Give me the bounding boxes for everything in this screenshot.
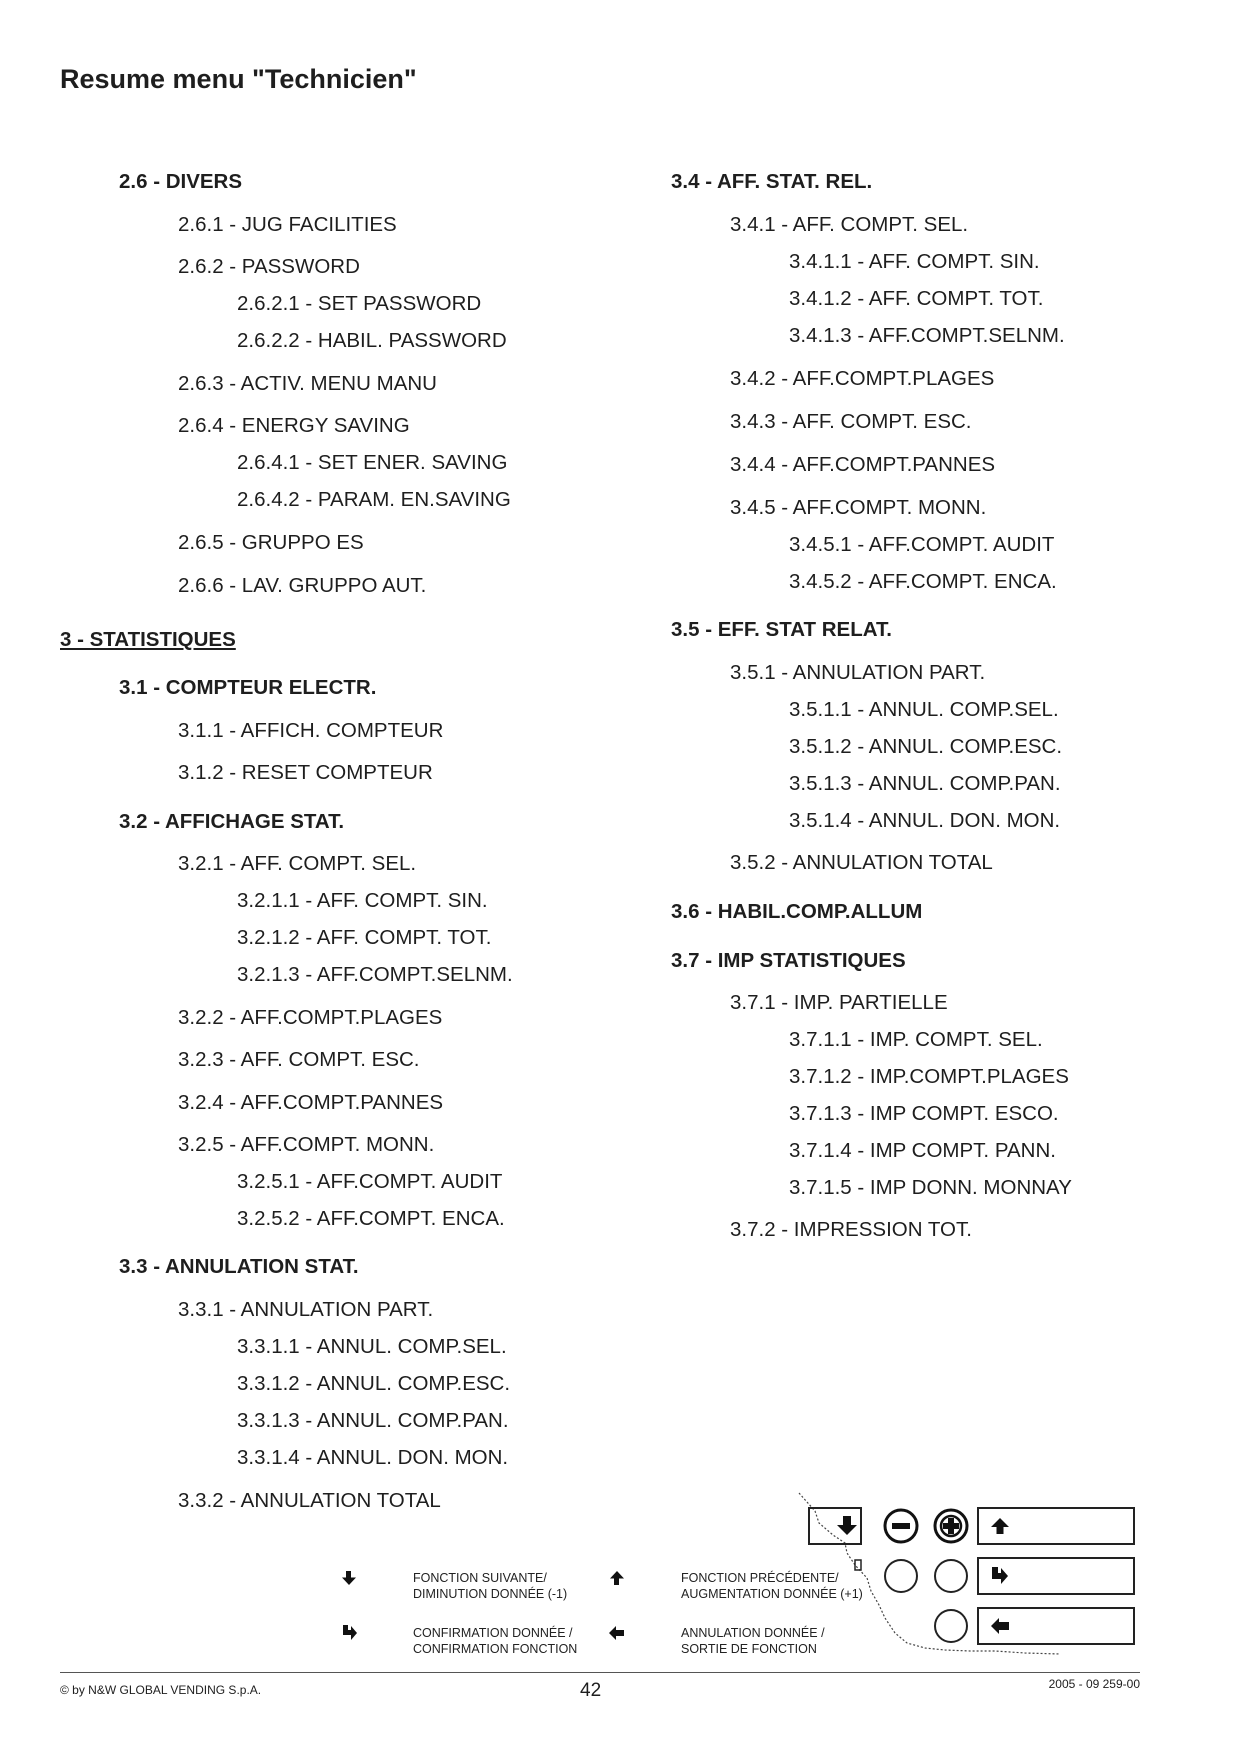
menu-item: 3.4.1.1 - AFF. COMPT. SIN. [789, 250, 1040, 273]
menu-item: 3.4.3 - AFF. COMPT. ESC. [730, 410, 972, 433]
menu-item: 3.7.1 - IMP. PARTIELLE [730, 991, 948, 1014]
down-key-arrow-icon [837, 1516, 857, 1535]
confirm-key-arrow-icon [992, 1567, 1008, 1584]
menu-item: 3.4.5 - AFF.COMPT. MONN. [730, 496, 987, 519]
arrow-down-icon [339, 1568, 359, 1588]
menu-section: 3.4 - AFF. STAT. REL. [671, 170, 873, 193]
menu-item: 3.7.1.3 - IMP COMPT. ESCO. [789, 1102, 1059, 1125]
menu-item: 3.5.1.3 - ANNUL. COMP.PAN. [789, 772, 1061, 795]
page-title: Resume menu "Technicien" [60, 64, 417, 94]
menu-section: 2.6 - DIVERS [119, 170, 243, 193]
menu-section: 3.5 - EFF. STAT RELAT. [671, 618, 892, 641]
menu-section: 3.1 - COMPTEUR ELECTR. [119, 676, 377, 699]
menu-item: 3.1.1 - AFFICH. COMPTEUR [178, 719, 444, 742]
menu-item: 3.7.1.5 - IMP DONN. MONNAY [789, 1176, 1072, 1199]
menu-item: 2.6.6 - LAV. GRUPPO AUT. [178, 574, 427, 597]
menu-section: 3.7 - IMP STATISTIQUES [671, 949, 906, 972]
menu-item: 3.2.1.1 - AFF. COMPT. SIN. [237, 889, 488, 912]
blank-key-3 [935, 1610, 967, 1642]
menu-item: 3.7.2 - IMPRESSION TOT. [730, 1218, 972, 1241]
menu-item: 3.2.5.2 - AFF.COMPT. ENCA. [237, 1207, 505, 1230]
menu-item: 3.7.1.4 - IMP COMPT. PANN. [789, 1139, 1056, 1162]
blank-key-2 [935, 1560, 967, 1592]
keypad-illustration [795, 1483, 1140, 1668]
section-heading: 3 - STATISTIQUES [60, 628, 236, 651]
menu-item: 3.4.2 - AFF.COMPT.PLAGES [730, 367, 995, 390]
legend-cancel-line1: ANNULATION DONNÉE / [681, 1626, 825, 1640]
page-number: 42 [580, 1680, 602, 1701]
menu-item: 3.3.2 - ANNULATION TOTAL [178, 1489, 441, 1512]
legend-previous-line1: FONCTION PRÉCÉDENTE/ [681, 1571, 839, 1585]
arrow-turn-right-icon [339, 1623, 359, 1643]
menu-item: 3.1.2 - RESET COMPTEUR [178, 761, 433, 784]
legend-next-line1: FONCTION SUIVANTE/ [413, 1571, 547, 1585]
menu-item: 3.2.4 - AFF.COMPT.PANNES [178, 1091, 444, 1114]
menu-item: 3.3.1.3 - ANNUL. COMP.PAN. [237, 1409, 509, 1432]
menu-item: 2.6.3 - ACTIV. MENU MANU [178, 372, 437, 395]
menu-item: 3.2.1.2 - AFF. COMPT. TOT. [237, 926, 492, 949]
legend-cancel-line2: SORTIE DE FONCTION [681, 1642, 817, 1656]
menu-item: 3.3.1.2 - ANNUL. COMP.ESC. [237, 1372, 511, 1395]
arrow-left-icon [607, 1623, 627, 1643]
menu-item: 2.6.4.2 - PARAM. EN.SAVING [237, 488, 511, 511]
legend-confirm-line2: CONFIRMATION FONCTION [413, 1642, 578, 1656]
legend-next-line2: DIMINUTION DONNÉE (-1) [413, 1587, 568, 1601]
legend-next [413, 1570, 567, 1602]
menu-item: 2.6.4 - ENERGY SAVING [178, 414, 410, 437]
menu-item: 3.5.1 - ANNULATION PART. [730, 661, 986, 684]
legend-confirm-line1: CONFIRMATION DONNÉE / [413, 1626, 573, 1640]
menu-item: 2.6.4.1 - SET ENER. SAVING [237, 451, 508, 474]
menu-item: 3.5.1.2 - ANNUL. COMP.ESC. [789, 735, 1063, 758]
arrow-up-icon [607, 1568, 627, 1588]
menu-item: 3.4.1.3 - AFF.COMPT.SELNM. [789, 324, 1065, 347]
up-key-arrow-icon [991, 1518, 1009, 1534]
menu-item: 3.4.5.2 - AFF.COMPT. ENCA. [789, 570, 1057, 593]
legend-previous-line2: AUGMENTATION DONNÉE (+1) [681, 1587, 863, 1601]
menu-item: 2.6.2.2 - HABIL. PASSWORD [237, 329, 507, 352]
menu-item: 3.4.4 - AFF.COMPT.PANNES [730, 453, 996, 476]
menu-item: 3.3.1.4 - ANNUL. DON. MON. [237, 1446, 509, 1469]
menu-item: 3.2.5.1 - AFF.COMPT. AUDIT [237, 1170, 503, 1193]
menu-item: 2.6.2.1 - SET PASSWORD [237, 292, 482, 315]
menu-item: 3.2.1 - AFF. COMPT. SEL. [178, 852, 417, 875]
blank-key-1 [885, 1560, 917, 1592]
menu-item: 3.2.5 - AFF.COMPT. MONN. [178, 1133, 435, 1156]
menu-item: 3.2.1.3 - AFF.COMPT.SELNM. [237, 963, 513, 986]
menu-item: 3.2.3 - AFF. COMPT. ESC. [178, 1048, 420, 1071]
menu-section: 3.3 - ANNULATION STAT. [119, 1255, 359, 1278]
menu-item: 3.4.1 - AFF. COMPT. SEL. [730, 213, 969, 236]
footer-doc-code: 2005 - 09 259-00 [1048, 1677, 1140, 1691]
menu-section: 3.2 - AFFICHAGE STAT. [119, 810, 345, 833]
menu-item: 3.3.1 - ANNULATION PART. [178, 1298, 434, 1321]
menu-item: 3.5.1.4 - ANNUL. DON. MON. [789, 809, 1061, 832]
footer-divider [60, 1672, 1140, 1673]
menu-item: 3.7.1.1 - IMP. COMPT. SEL. [789, 1028, 1043, 1051]
menu-item: 2.6.5 - GRUPPO ES [178, 531, 364, 554]
menu-item: 3.7.1.2 - IMP.COMPT.PLAGES [789, 1065, 1069, 1088]
menu-item: 3.5.2 - ANNULATION TOTAL [730, 851, 993, 874]
footer-copyright: © by N&W GLOBAL VENDING S.p.A. [60, 1683, 262, 1697]
menu-item: 3.4.1.2 - AFF. COMPT. TOT. [789, 287, 1044, 310]
menu-item: 3.3.1.1 - ANNUL. COMP.SEL. [237, 1335, 507, 1358]
menu-item: 2.6.2 - PASSWORD [178, 255, 360, 278]
cancel-key-arrow-icon [991, 1618, 1009, 1634]
menu-item: 3.2.2 - AFF.COMPT.PLAGES [178, 1006, 443, 1029]
menu-item: 3.5.1.1 - ANNUL. COMP.SEL. [789, 698, 1059, 721]
menu-item: 3.4.5.1 - AFF.COMPT. AUDIT [789, 533, 1055, 556]
menu-item: 2.6.1 - JUG FACILITIES [178, 213, 397, 236]
legend-confirm [413, 1625, 577, 1657]
menu-section: 3.6 - HABIL.COMP.ALLUM [671, 900, 923, 923]
